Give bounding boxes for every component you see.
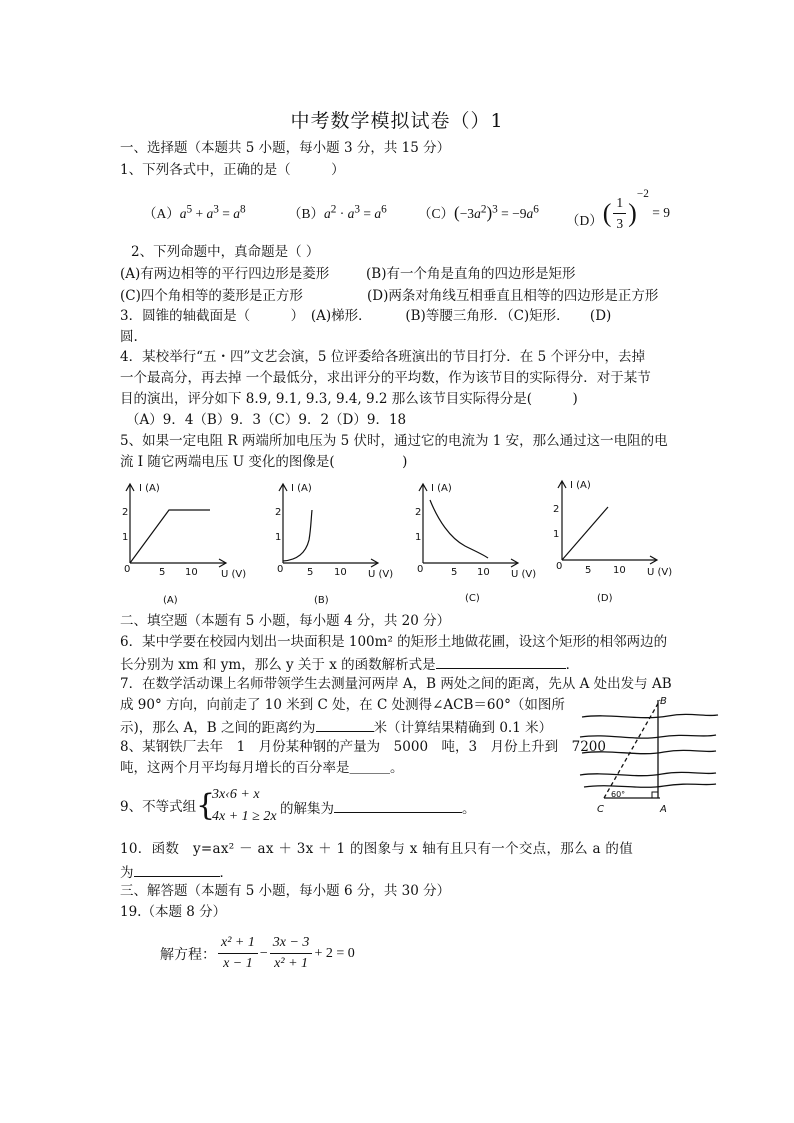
graph-d-origin: 0 <box>556 561 563 572</box>
q1-option-b: $(B)a^2 \cdot a^3 = a^6$ <box>288 203 387 221</box>
q2-option-b: (B)有一个角是直角的四边形是矩形 <box>366 266 576 282</box>
q1-option-c-label: （C） <box>418 206 455 221</box>
q8-line1: 8、某钢铁厂去年 1 月份某种钢的产量为 5000 吨，3 月份上升到 7200 <box>120 739 606 755</box>
q9-ineq1: 3x‹6 + x <box>212 787 260 802</box>
q4-line2: 一个最高分，再去掉 一个最低分，求出评分的平均数，作为该节目的实际得分．对于某节 <box>120 370 651 386</box>
q9-brace: { <box>196 788 216 823</box>
q1-option-c: $(C)(-3a^2)^3 = -9a^6$ <box>418 203 539 222</box>
graph-d-y-label: I (A) <box>570 480 591 491</box>
graph-b-origin: 0 <box>277 564 284 575</box>
q9-ineq2: 4x + 1 ≥ 2x <box>212 809 277 824</box>
q4-line1: 4．某校举行“五・四”文艺会演，5 位评委给各班演出的节目打分．在 5 个评分中，去掉 <box>120 349 645 365</box>
river-line-5 <box>584 784 716 787</box>
graph-c-x-tick-5: 5 <box>451 567 458 578</box>
graph-d-x-tick-5: 5 <box>585 565 592 576</box>
q19-frac1-den: x − 1 <box>223 956 253 971</box>
q7-line2: 成 90° 方向，向前走了 10 米到 C 处，在 C 处测得∠ACB＝60°（如图所 <box>120 697 565 713</box>
graph-a-x-label: U (V) <box>221 569 247 580</box>
q19-frac2-den: x² + 1 <box>274 956 309 971</box>
graph-d-curve <box>562 507 608 560</box>
river-angle-label: 60° <box>611 790 626 799</box>
graph-a-y-tick-2: 2 <box>122 507 129 518</box>
graph-d-x-tick-10: 10 <box>613 565 626 576</box>
q3-line1: 3．圆锥的轴截面是（ ） (A)梯形． (B)等腰三角形．（C)矩形． (D) <box>120 308 612 324</box>
graph-c-curve <box>430 500 488 558</box>
graph-a-caption: (A) <box>163 595 178 606</box>
graph-a-x-tick-10: 10 <box>185 567 198 578</box>
graph-d-y-tick-2: 2 <box>553 504 560 515</box>
section3-heading: 三、解答题（本题有 5 小题，每小题 6 分，共 30 分） <box>120 883 451 899</box>
graph-c-origin: 0 <box>417 564 424 575</box>
q1-option-b-label: （B） <box>288 206 325 221</box>
graph-b-caption: (B) <box>314 595 329 606</box>
graph-d-caption: (D) <box>597 593 613 604</box>
q19-frac1-num: x² + 1 <box>218 933 258 954</box>
river-cb-line <box>604 700 660 798</box>
q19-minus: − <box>259 945 268 961</box>
graph-b-curve <box>283 510 312 561</box>
q10-answer-blank[interactable] <box>134 862 220 877</box>
graph-b-y-label: I (A) <box>291 483 312 494</box>
q10-line1: 10．函数 y=ax² － ax ＋ 3x ＋ 1 的图象与 x 轴有且只有一个交点，那么 a 的值 <box>120 841 634 857</box>
graph-b-y-tick-2: 2 <box>275 507 282 518</box>
q1-option-d-label: （D） <box>566 212 603 228</box>
graph-a-origin: 0 <box>124 564 131 575</box>
graph-c-y-tick-1: 1 <box>415 532 422 543</box>
graph-b-y-tick-1: 1 <box>275 532 282 543</box>
q6-line2-text: 长分别为 xm 和 ym，那么 y 关于 x 的函数解析式是 <box>120 657 436 673</box>
q8-line2: 吨，这两个月平均每月增长的百分率是＿＿＿。 <box>120 760 404 776</box>
q2-option-a: (A)有两边相等的平行四边形是菱形 <box>120 266 330 282</box>
section2-heading: 二、填空题（本题有 5 小题，每小题 4 分，共 20 分） <box>120 613 451 629</box>
q7-line3-end: 米（计算结果精确到 0.1 米） <box>373 720 553 736</box>
graph-d-y-tick-1: 1 <box>553 529 560 540</box>
q4-line4: （A）9．4（B）9．3（C）9．2（D）9．18 <box>126 412 407 428</box>
q6-line2 <box>120 654 579 674</box>
q19-fraction-1 <box>218 933 258 974</box>
q9-suffix <box>280 798 476 818</box>
q5-line2: 流 I 随它两端电压 U 变化的图像是( ) <box>120 454 408 470</box>
graph-c-x-tick-10: 10 <box>477 567 490 578</box>
river-label-b: B <box>660 696 667 707</box>
river-line-4 <box>580 772 716 775</box>
q9-suffix-text: 的解集为 <box>280 801 334 817</box>
river-right-angle <box>652 792 658 798</box>
q7-answer-blank[interactable] <box>316 717 374 732</box>
q9-answer-blank[interactable] <box>334 798 462 813</box>
graph-c-x-label: U (V) <box>511 569 537 580</box>
q10-line2 <box>120 862 233 882</box>
page-title: 中考数学模拟试卷（）1 <box>290 110 504 132</box>
q1-option-a-label: （A） <box>143 206 180 221</box>
graph-a-x-tick-5: 5 <box>159 567 166 578</box>
graph-b-x-tick-10: 10 <box>334 567 347 578</box>
q4-line3: 目的演出，评分如下 8.9, 9.1, 9.3, 9.4, 9.2 那么该节目实际得分是( ) <box>120 391 578 407</box>
q10-line2-end: ． <box>219 865 233 881</box>
q1-option-d: （D）( $\frac{1}{3}$ )$^{-2}$ = 9 <box>566 188 670 231</box>
graph-c-caption: (C) <box>465 593 480 604</box>
graph-a-y-tick-1: 1 <box>122 532 129 543</box>
q9-suffix-end: 。 <box>462 801 476 817</box>
q9-prefix: 9、不等式组 <box>120 799 197 815</box>
q7-line3 <box>120 717 552 737</box>
graph-c-y-label: I (A) <box>431 483 452 494</box>
graph-b-x-label: U (V) <box>368 569 394 580</box>
q6-line1: 6．某中学要在校园内划出一块面积是 100m² 的矩形土地做花圃，设这个矩形的相邻两边的 <box>120 634 668 650</box>
q19-frac2-num: 3x − 3 <box>270 933 313 954</box>
q19-tail: + 2 = 0 <box>314 945 355 961</box>
q19-equation <box>160 933 355 974</box>
graph-a-y-label: I (A) <box>139 483 160 494</box>
q7-line3-text: 示)，那么 A，B 之间的距离约为 <box>120 720 316 736</box>
q5-line1: 5、如果一定电阻 R 两端所加电压为 5 伏时，通过它的电流为 1 安，那么通过这一电阻的电 <box>120 433 668 449</box>
q2-option-d: (D)两条对角线互相垂直且相等的四边形是正方形 <box>367 288 659 304</box>
graph-c-y-tick-2: 2 <box>415 507 422 518</box>
q3-line2: 圆. <box>120 329 138 345</box>
graph-d-x-label: U (V) <box>647 567 673 578</box>
q19-fraction-2 <box>270 933 313 974</box>
river-label-c: C <box>597 804 604 815</box>
graph-b-x-tick-5: 5 <box>307 567 314 578</box>
q6-line2-end: ． <box>565 657 580 673</box>
q10-line2-text: 为 <box>120 865 134 881</box>
q1-stem: 1、下列各式中，正确的是（ ） <box>120 162 345 178</box>
section1-heading: 一、选择题（本题共 5 小题，每小题 3 分，共 15 分） <box>120 140 451 156</box>
q19-label: 19.（本题 8 分） <box>120 904 227 920</box>
graph-a-curve <box>130 510 210 563</box>
q6-answer-blank[interactable] <box>436 654 566 669</box>
q2-stem: 2、下列命题中，真命题是（ ） <box>131 244 320 260</box>
river-label-a: A <box>660 804 667 815</box>
q19-prefix: 解方程： <box>160 947 216 963</box>
q7-line1: 7．在数学活动课上名师带领学生去测量河两岸 A，B 两处之间的距离，先从 A 处出发与 AB <box>120 676 672 692</box>
q1-option-a: $(A)a^5 + a^3 = a^8$ <box>143 203 246 221</box>
q2-option-c: (C)四个角相等的菱形是正方形 <box>120 288 303 304</box>
